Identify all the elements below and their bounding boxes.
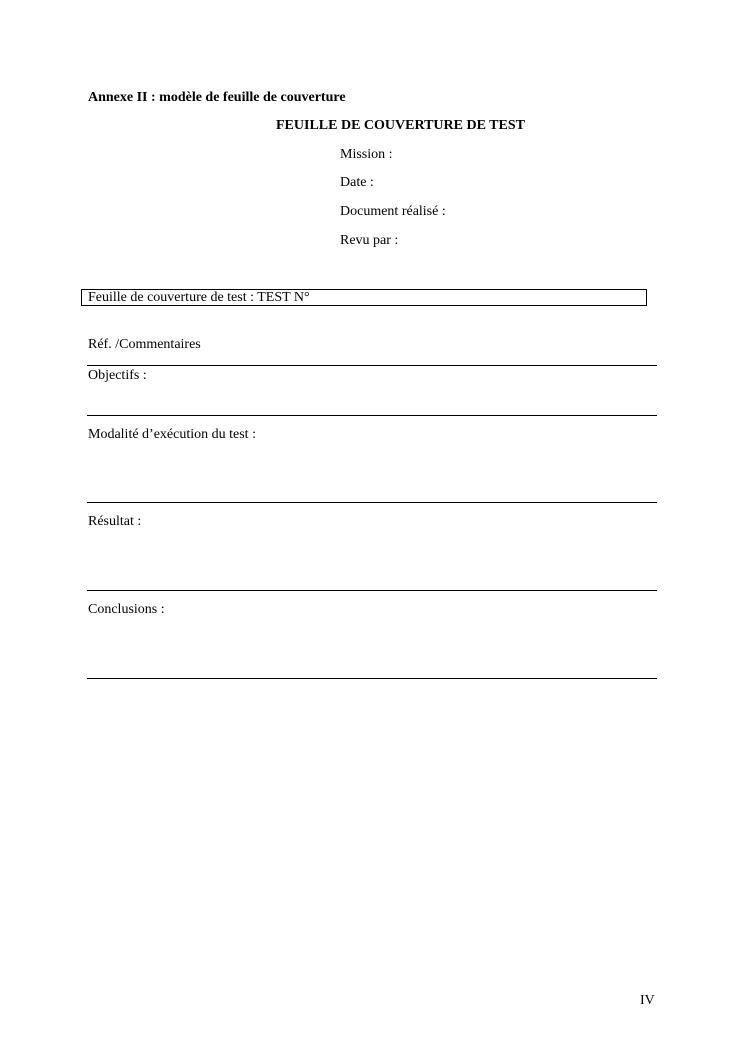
annex-title: Annexe II : modèle de feuille de couverture [88, 90, 346, 105]
section-divider [87, 502, 657, 503]
section-divider [87, 590, 657, 591]
ref-comments-label: Réf. /Commentaires [88, 337, 201, 352]
page-title: FEUILLE DE COUVERTURE DE TEST [276, 118, 525, 133]
conclusions-label: Conclusions : [88, 602, 165, 617]
test-number-box [81, 289, 647, 306]
section-divider [87, 365, 657, 366]
document-field-label: Document réalisé : [340, 204, 446, 219]
objectives-label: Objectifs : [88, 368, 147, 383]
section-divider [87, 678, 657, 679]
mission-field-label: Mission : [340, 147, 393, 162]
reviewed-by-field-label: Revu par : [340, 233, 399, 248]
test-number-label: Feuille de couverture de test : TEST N° [88, 290, 310, 305]
execution-mode-label: Modalité d’exécution du test : [88, 427, 256, 442]
date-field-label: Date : [340, 175, 374, 190]
result-label: Résultat : [88, 514, 142, 529]
page-number: IV [640, 993, 655, 1008]
section-divider [87, 415, 657, 416]
